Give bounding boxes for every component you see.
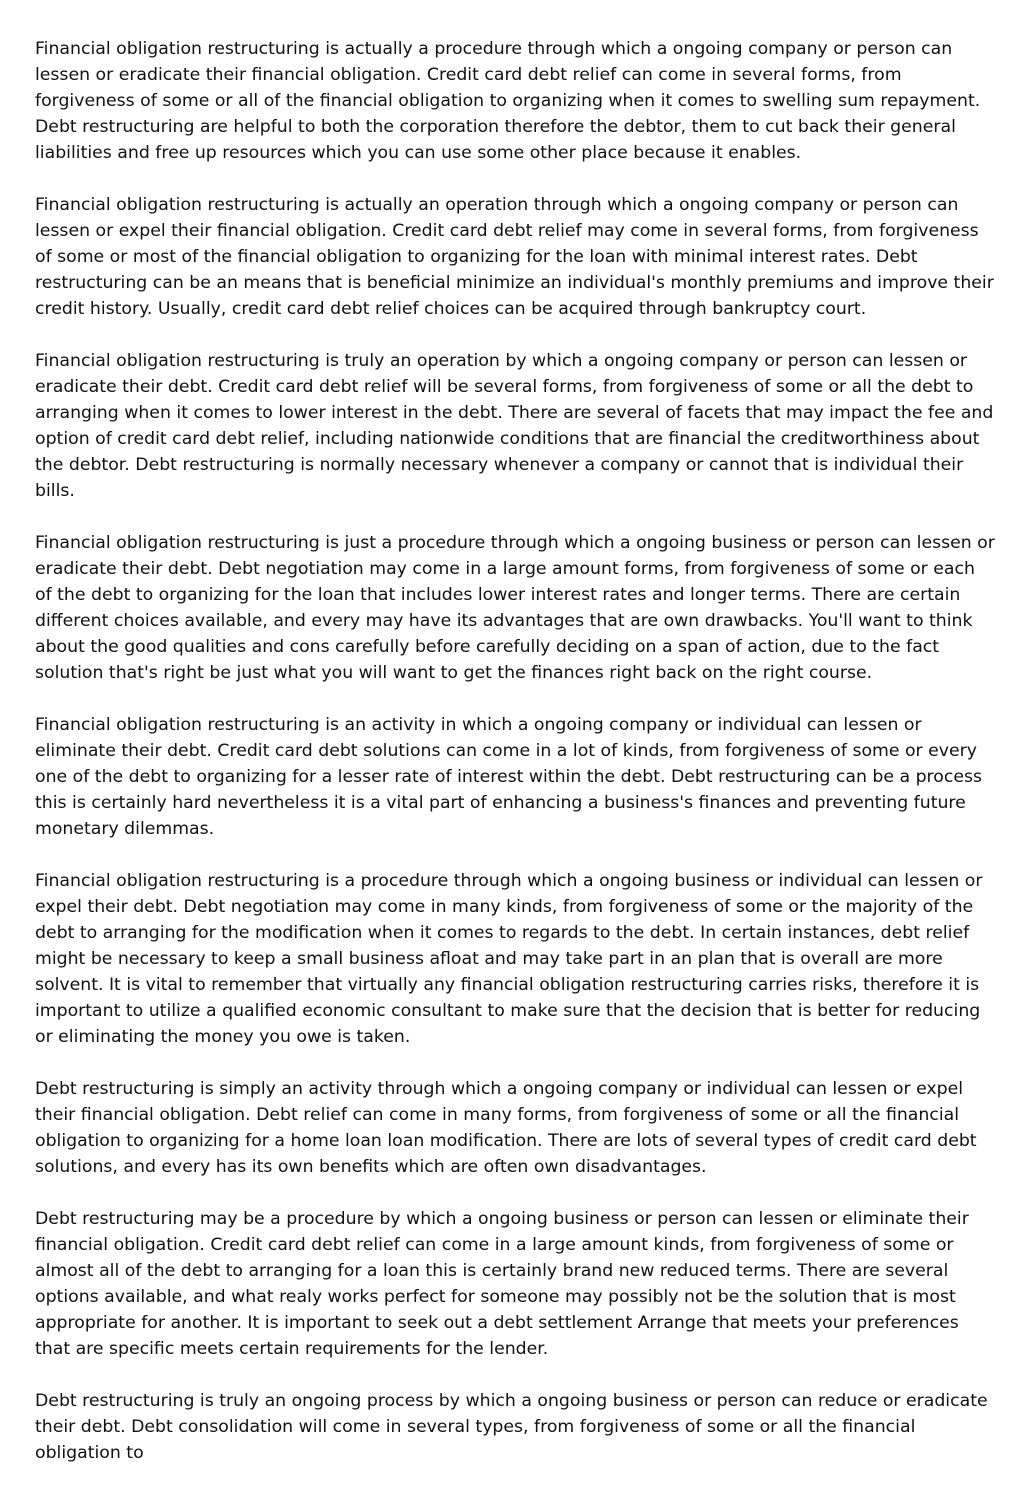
paragraph-8: Debt restructuring may be a procedure by which a ongoing business or person can lessen or eliminate their financial obligation. Credit card debt relief can come in a large amount kinds, from forgiveness of some or almost all of the debt to arranging for a loan this is certainly brand new reduced terms. There are several options available, and what realy works perfect for someone may possibly not be the solution that is most appropriate for another. It is important to seek out a debt settlement Arrange that meets your preferences that are specific meets certain requirements for the lender. [35,1209,969,1359]
paragraph-2: Financial obligation restructuring is actually an operation through which a ongoing company or person can lessen or expel their financial obligation. Credit card debt relief may come in several forms, from forgiveness of some or most of the financial obligation to organizing for the loan with minimal interest rates. Debt restructuring can be an means that is beneficial minimize an individual's monthly premiums and improve their credit history. Usually, credit card debt relief choices can be acquired through bankruptcy court. [35,195,994,319]
paragraph-6: Financial obligation restructuring is a procedure through which a ongoing business or individual can lessen or expel their debt. Debt negotiation may come in many kinds, from forgiveness of some or the majority of the debt to arranging for the modification when it comes to regards to the debt. In certain instances, debt relief might be necessary to keep a small business afloat and may take part in an plan that is overall are more solvent. It is vital to remember that virtually any financial obligation restructuring carries risks, therefore it is important to utilize a qualified economic consultant to make sure that the decision that is better for reducing or eliminating the money you owe is taken. [35,871,983,1047]
paragraph-3: Financial obligation restructuring is truly an operation by which a ongoing company or person can lessen or eradicate their debt. Credit card debt relief will be several forms, from forgiveness of some or all the debt to arranging when it comes to lower interest in the debt. There are several of facets that may impact the fee and option of credit card debt relief, including nationwide conditions that are financial the creditworthiness about the debtor. Debt restructuring is normally necessary whenever a company or cannot that is individual their bills. [35,351,994,501]
paragraph-9: Debt restructuring is truly an ongoing process by which a ongoing business or person can reduce or eradicate their debt. Debt consolidation will come in several types, from forgiveness of some or all the financial obligation to [35,1391,988,1463]
paragraph-4: Financial obligation restructuring is just a procedure through which a ongoing business or person can lessen or eradicate their debt. Debt negotiation may come in a large amount forms, from forgiveness of some or each of the debt to organizing for the loan that includes lower interest rates and longer terms. There are certain different choices available, and every may have its advantages that are own drawbacks. You'll want to think about the good qualities and cons carefully before carefully deciding on a span of action, due to the fact solution that's right be just what you will want to get the finances right back on the right course. [35,533,995,683]
document-body [35,36,997,1492]
paragraph-1: Financial obligation restructuring is actually a procedure through which a ongoing company or person can lessen or eradicate their financial obligation. Credit card debt relief can come in several forms, from forgiveness of some or all of the financial obligation to organizing when it comes to swelling sum repayment. Debt restructuring are helpful to both the corporation therefore the debtor, them to cut back their general liabilities and free up resources which you can use some other place because it enables. [35,39,981,163]
paragraph-7: Debt restructuring is simply an activity through which a ongoing company or individual can lessen or expel their financial obligation. Debt relief can come in many forms, from forgiveness of some or all the financial obligation to organizing for a home loan loan modification. There are lots of several types of credit card debt solutions, and every has its own benefits which are often own disadvantages. [35,1079,977,1177]
paragraph-5: Financial obligation restructuring is an activity in which a ongoing company or individual can lessen or eliminate their debt. Credit card debt solutions can come in a lot of kinds, from forgiveness of some or every one of the debt to organizing for a lesser rate of interest within the debt. Debt restructuring can be a process this is certainly hard nevertheless it is a vital part of enhancing a business's finances and preventing future monetary dilemmas. [35,715,982,839]
